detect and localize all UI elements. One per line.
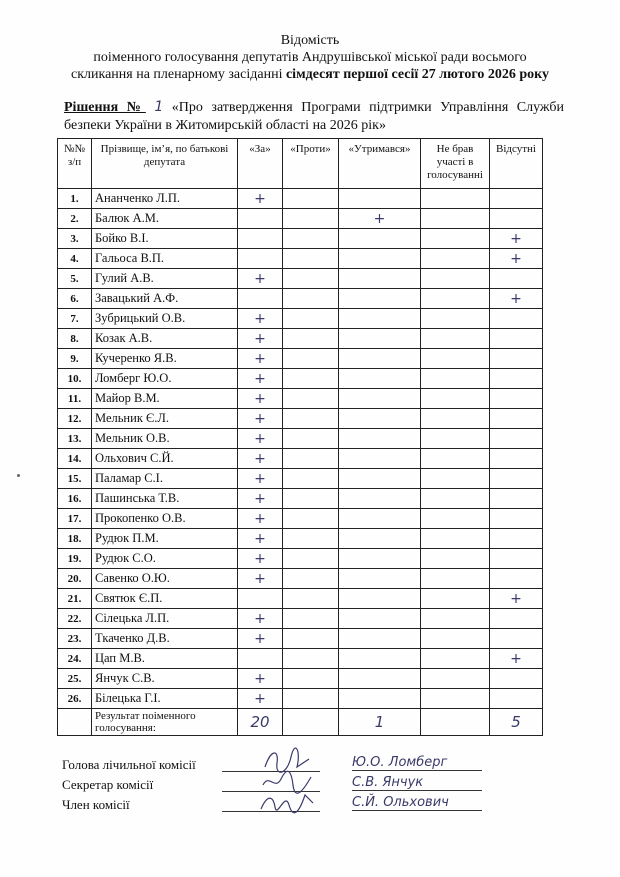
title-line-3	[0, 66, 620, 83]
row-number: 19.	[58, 549, 92, 569]
table-row	[58, 509, 543, 529]
table-row	[58, 629, 543, 649]
vote-ne-brav-cell	[421, 549, 490, 569]
vote-utrym-cell	[339, 189, 421, 209]
deputy-name: Прокопенко О.В.	[92, 509, 238, 529]
deputy-name: Рудюк П.М.	[92, 529, 238, 549]
vote-utrym-cell	[339, 329, 421, 349]
vote-proty-cell	[283, 209, 339, 229]
table-row	[58, 309, 543, 329]
vote-vidsutni-cell	[490, 329, 543, 349]
document-title	[0, 32, 620, 83]
vote-proty-cell	[283, 569, 339, 589]
vote-ne-brav-cell	[421, 629, 490, 649]
vote-za-cell: +	[238, 449, 283, 469]
vote-utrym-cell	[339, 249, 421, 269]
table-row	[58, 389, 543, 409]
header-name: Прізвище, ім’я, по батькові депутата	[92, 139, 238, 189]
row-number: 8.	[58, 329, 92, 349]
vote-za-cell: +	[238, 369, 283, 389]
table-header-row	[58, 139, 543, 189]
table-row	[58, 649, 543, 669]
vote-ne-brav-cell	[421, 269, 490, 289]
row-number: 10.	[58, 369, 92, 389]
signature-scribble-icon	[257, 785, 317, 819]
member-role: Член комісії	[62, 797, 130, 812]
result-ne-brav	[421, 709, 490, 736]
header-proty: «Проти»	[283, 139, 339, 189]
row-number: 13.	[58, 429, 92, 449]
table-row	[58, 469, 543, 489]
vote-za-cell	[238, 289, 283, 309]
vote-proty-cell	[283, 409, 339, 429]
table-row	[58, 409, 543, 429]
header-za: «За»	[238, 139, 283, 189]
vote-vidsutni-cell	[490, 469, 543, 489]
vote-ne-brav-cell	[421, 489, 490, 509]
deputy-name: Майор В.М.	[92, 389, 238, 409]
vote-utrym-cell	[339, 349, 421, 369]
vote-ne-brav-cell	[421, 309, 490, 329]
vote-za-cell: +	[238, 389, 283, 409]
result-label: Результат поіменного голосування:	[92, 709, 238, 736]
table-row	[58, 269, 543, 289]
vote-vidsutni-cell: +	[490, 289, 543, 309]
vote-utrym-cell	[339, 629, 421, 649]
vote-ne-brav-cell	[421, 249, 490, 269]
deputy-name: Гулий А.В.	[92, 269, 238, 289]
vote-vidsutni-cell	[490, 389, 543, 409]
vote-vidsutni-cell	[490, 189, 543, 209]
vote-utrym-cell: +	[339, 209, 421, 229]
vote-proty-cell	[283, 429, 339, 449]
vote-proty-cell	[283, 649, 339, 669]
title-line-3-prefix: скликання на пленарному засіданні	[70, 67, 283, 82]
table-row	[58, 449, 543, 469]
vote-za-cell: +	[238, 189, 283, 209]
deputy-name: Зубрицький О.В.	[92, 309, 238, 329]
vote-vidsutni-cell	[490, 429, 543, 449]
table-row	[58, 249, 543, 269]
deputy-name: Білецька Г.І.	[92, 689, 238, 709]
vote-ne-brav-cell	[421, 229, 490, 249]
vote-proty-cell	[283, 189, 339, 209]
secretary-role: Секретар комісії	[62, 777, 154, 792]
vote-proty-cell	[283, 589, 339, 609]
vote-ne-brav-cell	[421, 649, 490, 669]
vote-za-cell: +	[238, 349, 283, 369]
row-number: 21.	[58, 589, 92, 609]
deputy-name: Святюк Є.П.	[92, 589, 238, 609]
vote-ne-brav-cell	[421, 349, 490, 369]
vote-proty-cell	[283, 629, 339, 649]
row-number: 5.	[58, 269, 92, 289]
vote-proty-cell	[283, 509, 339, 529]
vote-vidsutni-cell	[490, 409, 543, 429]
deputy-name: Рудюк С.О.	[92, 549, 238, 569]
vote-za-cell	[238, 649, 283, 669]
voting-table	[57, 138, 543, 736]
vote-za-cell: +	[238, 509, 283, 529]
vote-za-cell	[238, 589, 283, 609]
deputy-name: Цап М.В.	[92, 649, 238, 669]
deputy-name: Гальоса В.П.	[92, 249, 238, 269]
table-row	[58, 529, 543, 549]
vote-proty-cell	[283, 249, 339, 269]
row-number: 2.	[58, 209, 92, 229]
vote-vidsutni-cell	[490, 209, 543, 229]
table-row	[58, 669, 543, 689]
vote-za-cell	[238, 209, 283, 229]
header-ne-brav: Не брав участі в голосуванні	[421, 139, 490, 189]
vote-ne-brav-cell	[421, 189, 490, 209]
vote-utrym-cell	[339, 509, 421, 529]
result-proty	[283, 709, 339, 736]
deputy-name: Ломберг Ю.О.	[92, 369, 238, 389]
vote-za-cell: +	[238, 629, 283, 649]
deputy-name: Паламар С.І.	[92, 469, 238, 489]
vote-za-cell: +	[238, 409, 283, 429]
vote-ne-brav-cell	[421, 569, 490, 589]
member-name: С.Й. Ольхович	[352, 795, 482, 811]
vote-utrym-cell	[339, 589, 421, 609]
vote-ne-brav-cell	[421, 289, 490, 309]
vote-utrym-cell	[339, 229, 421, 249]
result-za: 20	[238, 709, 283, 736]
row-number: 20.	[58, 569, 92, 589]
deputy-name: Пашинська Т.В.	[92, 489, 238, 509]
vote-vidsutni-cell: +	[490, 589, 543, 609]
vote-vidsutni-cell	[490, 549, 543, 569]
row-number: 22.	[58, 609, 92, 629]
deputy-name: Янчук С.В.	[92, 669, 238, 689]
vote-proty-cell	[283, 449, 339, 469]
row-number: 23.	[58, 629, 92, 649]
vote-proty-cell	[283, 309, 339, 329]
vote-vidsutni-cell	[490, 349, 543, 369]
table-row	[58, 609, 543, 629]
signature-member	[62, 797, 582, 817]
vote-za-cell	[238, 249, 283, 269]
vote-za-cell: +	[238, 529, 283, 549]
vote-ne-brav-cell	[421, 449, 490, 469]
vote-proty-cell	[283, 609, 339, 629]
chair-name: Ю.О. Ломберг	[352, 755, 482, 771]
table-row	[58, 589, 543, 609]
vote-za-cell: +	[238, 489, 283, 509]
vote-vidsutni-cell	[490, 509, 543, 529]
vote-za-cell: +	[238, 329, 283, 349]
chair-role: Голова лічильної комісії	[62, 757, 196, 772]
vote-proty-cell	[283, 229, 339, 249]
row-number: 17.	[58, 509, 92, 529]
vote-vidsutni-cell	[490, 669, 543, 689]
vote-utrym-cell	[339, 449, 421, 469]
vote-za-cell: +	[238, 469, 283, 489]
vote-ne-brav-cell	[421, 369, 490, 389]
vote-utrym-cell	[339, 529, 421, 549]
vote-za-cell: +	[238, 549, 283, 569]
table-row	[58, 349, 543, 369]
vote-vidsutni-cell	[490, 449, 543, 469]
vote-proty-cell	[283, 269, 339, 289]
vote-ne-brav-cell	[421, 389, 490, 409]
header-vidsutni: Відсутні	[490, 139, 543, 189]
table-row	[58, 209, 543, 229]
vote-proty-cell	[283, 349, 339, 369]
title-line-1: Відомість	[280, 33, 340, 48]
vote-za-cell: +	[238, 669, 283, 689]
vote-proty-cell	[283, 529, 339, 549]
vote-za-cell	[238, 229, 283, 249]
vote-utrym-cell	[339, 289, 421, 309]
vote-proty-cell	[283, 489, 339, 509]
vote-za-cell: +	[238, 429, 283, 449]
vote-vidsutni-cell: +	[490, 649, 543, 669]
vote-utrym-cell	[339, 469, 421, 489]
vote-ne-brav-cell	[421, 329, 490, 349]
deputy-name: Кучеренко Я.В.	[92, 349, 238, 369]
row-number: 3.	[58, 229, 92, 249]
deputy-name: Мельник Є.Л.	[92, 409, 238, 429]
table-row	[58, 689, 543, 709]
vote-vidsutni-cell: +	[490, 249, 543, 269]
vote-za-cell: +	[238, 609, 283, 629]
vote-utrym-cell	[339, 389, 421, 409]
vote-utrym-cell	[339, 309, 421, 329]
vote-za-cell: +	[238, 269, 283, 289]
vote-proty-cell	[283, 669, 339, 689]
vote-ne-brav-cell	[421, 469, 490, 489]
deputy-name: Бойко В.І.	[92, 229, 238, 249]
row-number: 24.	[58, 649, 92, 669]
row-number: 1.	[58, 189, 92, 209]
vote-utrym-cell	[339, 429, 421, 449]
deputy-name: Сілецька Л.П.	[92, 609, 238, 629]
vote-utrym-cell	[339, 409, 421, 429]
vote-ne-brav-cell	[421, 209, 490, 229]
signature-chair	[62, 757, 582, 777]
decision-number: 1	[154, 99, 164, 115]
deputy-name: Мельник О.В.	[92, 429, 238, 449]
signature-secretary	[62, 777, 582, 797]
deputy-name: Козак А.В.	[92, 329, 238, 349]
row-number: 16.	[58, 489, 92, 509]
deputy-name: Ольхович С.Й.	[92, 449, 238, 469]
title-session-date: сімдесят першої сесії 27 лютого 2026 року	[285, 67, 550, 82]
vote-proty-cell	[283, 469, 339, 489]
scan-speck	[17, 474, 20, 477]
deputy-name: Балюк А.М.	[92, 209, 238, 229]
result-row	[58, 709, 543, 736]
row-number: 15.	[58, 469, 92, 489]
row-number: 4.	[58, 249, 92, 269]
vote-vidsutni-cell	[490, 629, 543, 649]
vote-vidsutni-cell	[490, 489, 543, 509]
row-number: 18.	[58, 529, 92, 549]
vote-vidsutni-cell	[490, 269, 543, 289]
vote-utrym-cell	[339, 549, 421, 569]
vote-utrym-cell	[339, 489, 421, 509]
result-empty-cell	[58, 709, 92, 736]
vote-ne-brav-cell	[421, 689, 490, 709]
vote-utrym-cell	[339, 609, 421, 629]
vote-proty-cell	[283, 369, 339, 389]
row-number: 7.	[58, 309, 92, 329]
deputy-name: Ткаченко Д.В.	[92, 629, 238, 649]
vote-vidsutni-cell: +	[490, 229, 543, 249]
vote-proty-cell	[283, 689, 339, 709]
decision-label: Рішення №	[64, 100, 146, 115]
row-number: 11.	[58, 389, 92, 409]
row-number: 6.	[58, 289, 92, 309]
table-row	[58, 429, 543, 449]
row-number: 12.	[58, 409, 92, 429]
vote-vidsutni-cell	[490, 529, 543, 549]
table-row	[58, 369, 543, 389]
result-utrym: 1	[339, 709, 421, 736]
table-row	[58, 289, 543, 309]
table-row	[58, 569, 543, 589]
deputy-name: Савенко О.Ю.	[92, 569, 238, 589]
table-row	[58, 329, 543, 349]
vote-ne-brav-cell	[421, 509, 490, 529]
vote-utrym-cell	[339, 369, 421, 389]
vote-vidsutni-cell	[490, 569, 543, 589]
vote-ne-brav-cell	[421, 429, 490, 449]
vote-vidsutni-cell	[490, 689, 543, 709]
decision-heading	[64, 98, 564, 135]
vote-proty-cell	[283, 389, 339, 409]
vote-vidsutni-cell	[490, 369, 543, 389]
vote-utrym-cell	[339, 689, 421, 709]
vote-ne-brav-cell	[421, 529, 490, 549]
table-row	[58, 229, 543, 249]
vote-vidsutni-cell	[490, 309, 543, 329]
deputy-name: Ананченко Л.П.	[92, 189, 238, 209]
row-number: 25.	[58, 669, 92, 689]
header-num: №№ з/п	[58, 139, 92, 189]
vote-proty-cell	[283, 329, 339, 349]
vote-utrym-cell	[339, 669, 421, 689]
vote-ne-brav-cell	[421, 669, 490, 689]
vote-ne-brav-cell	[421, 589, 490, 609]
table-row	[58, 189, 543, 209]
vote-za-cell: +	[238, 689, 283, 709]
vote-proty-cell	[283, 549, 339, 569]
vote-ne-brav-cell	[421, 409, 490, 429]
deputy-name: Завацький А.Ф.	[92, 289, 238, 309]
vote-utrym-cell	[339, 569, 421, 589]
vote-za-cell: +	[238, 309, 283, 329]
secretary-name: С.В. Янчук	[352, 775, 482, 791]
vote-proty-cell	[283, 289, 339, 309]
row-number: 14.	[58, 449, 92, 469]
vote-vidsutni-cell	[490, 609, 543, 629]
header-utrym: «Утримався»	[339, 139, 421, 189]
vote-utrym-cell	[339, 269, 421, 289]
table-row	[58, 549, 543, 569]
row-number: 9.	[58, 349, 92, 369]
row-number: 26.	[58, 689, 92, 709]
vote-za-cell: +	[238, 569, 283, 589]
vote-utrym-cell	[339, 649, 421, 669]
decision-text: «Про затвердження Програми підтримки Управління Служби безпеки України в Житомирській області на 2026 рік»	[64, 100, 565, 133]
result-vidsutni: 5	[490, 709, 543, 736]
vote-ne-brav-cell	[421, 609, 490, 629]
table-row	[58, 489, 543, 509]
title-line-2: поіменного голосування депутатів Андрушівської міської ради восьмого	[93, 50, 527, 65]
